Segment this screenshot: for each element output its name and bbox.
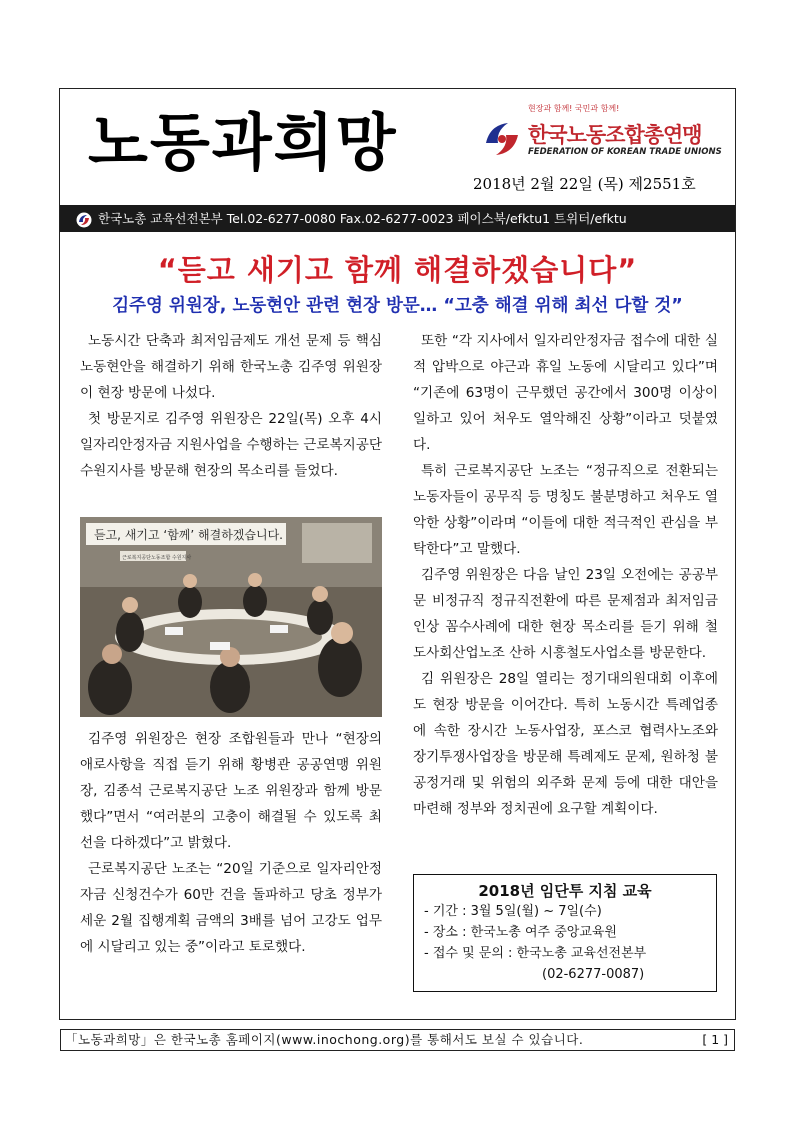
masthead (60, 89, 735, 204)
article-left-bottom (80, 726, 382, 960)
banner-text: 듣고, 새기고 ‘함께’ 해결하겠습니다. (94, 528, 283, 542)
article-left-top (80, 328, 382, 484)
footer (60, 1029, 735, 1051)
footer-text: 「노동과희망」은 한국노총 홈페이지(www.inochong.org)를 통해서도 보실 수 있습니다. (65, 1032, 584, 1047)
paragraph: 첫 방문지로 김주영 위원장은 22일(목) 오후 4시 일자리안정자금 지원사업을 수행하는 근로복지공단 수원지사를 방문해 현장의 목소리를 들었다. (80, 411, 382, 479)
article-right (413, 328, 718, 822)
paragraph: 김주영 위원장은 현장 조합원들과 만나 “현장의 애로사항을 직접 듣기 위해 황병관 공공연맹 위원장, 김종석 근로복지공단 노조 위원장과 함께 방문했다”면서 “여러분의 고충이 해결될 수 있도록 최선을 다하겠다”고 밝혔다. (80, 731, 382, 851)
notice-phone: (02-6277-0087) (542, 967, 645, 982)
notice-title: 2018년 임단투 지침 교육 (478, 882, 652, 900)
notice-venue: - 장소 : 한국노총 여주 중앙교육원 (424, 925, 617, 940)
contact-bar (60, 205, 735, 232)
subheadline: 김주영 위원장, 노동현안 관련 현장 방문… “고충 해결 위해 최선 다할 것” (112, 296, 683, 316)
headline: “듣고 새기고 함께 해결하겠습니다” (157, 253, 638, 287)
org-name: 한국노동조합총연맹 (528, 123, 702, 147)
paragraph: 또한 “각 지사에서 일자리안정자금 접수에 대한 실적 압박으로 야근과 휴일 노동에 시달리고 있다”며 “기존에 63명이 근무했던 공간에서 300명 이상이 일하고 있어 처우도 열악해진 상황”이라고 덧붙였다. (413, 333, 718, 453)
paragraph: 근로복지공단 노조는 “20일 기준으로 일자리안정자금 신청건수가 60만 건을 돌파하고 당초 정부가 세운 2월 집행계획 금액의 3배를 넘어 고강도 업무에 시달리고 있는 중”이라고 토로했다. (80, 861, 382, 955)
paragraph: 김 위원장은 28일 열리는 정기대의원대회 이후에도 현장 방문을 이어간다. 특히 노동시간 특례업종에 속한 장시간 노동사업장, 포스코 협력사노조와 장기투쟁사업장을 방문해 특례제도 문제, 원하청 불공정거래 및 위험의 외주화 문제 등에 대한 대안을 마련해 정부와 정치권에 요구할 계획이다. (413, 671, 718, 817)
newsletter-title: 노동과희망 (88, 106, 398, 179)
issue-info: 2018년 2월 22일 (목) 제2551호 (473, 175, 696, 193)
org-english-name: FEDERATION OF KOREAN TRADE UNIONS (528, 147, 722, 157)
notice-box (413, 874, 717, 992)
contact-info: 한국노총 교육선전본부 Tel.02-6277-0080 Fax.02-6277-0023 페이스북/efktu1 트위터/efktu (98, 211, 627, 226)
notice-period: - 기간 : 3월 5일(월) ~ 7일(수) (424, 904, 602, 919)
slogan: 현장과 함께! 국민과 함께! (528, 104, 620, 113)
meeting-photo-illustration (80, 517, 382, 717)
paragraph: 김주영 위원장은 다음 날인 23일 오전에는 공공부문 비정규직 정규직전환에 따른 문제점과 최저임금 인상 꼼수사례에 대한 현장 목소리를 듣기 위해 철도사회산업노조 산하 시흥철도사업소를 방문한다. (413, 567, 718, 661)
notice-contact: - 접수 및 문의 : 한국노총 교육선전본부 (424, 946, 647, 961)
placard-text: 근로복지공단노동조합 수원지사 (122, 555, 192, 561)
paragraph: 노동시간 단축과 최저임금제도 개선 문제 등 핵심 노동현안을 해결하기 위해 한국노총 김주영 위원장이 현장 방문에 나섰다. (80, 333, 382, 401)
meeting-photo (80, 517, 382, 717)
paragraph: 특히 근로복지공단 노조는 “정규직으로 전환되는 노동자들이 공무직 등 명칭도 불분명하고 처우도 열악한 상황”이라며 “이들에 대한 적극적인 관심을 부탁한다”고 말했다. (413, 463, 719, 557)
page-number: [ 1 ] (702, 1032, 728, 1047)
fktu-logo-icon (480, 117, 524, 161)
fktu-logo-icon (76, 212, 92, 228)
